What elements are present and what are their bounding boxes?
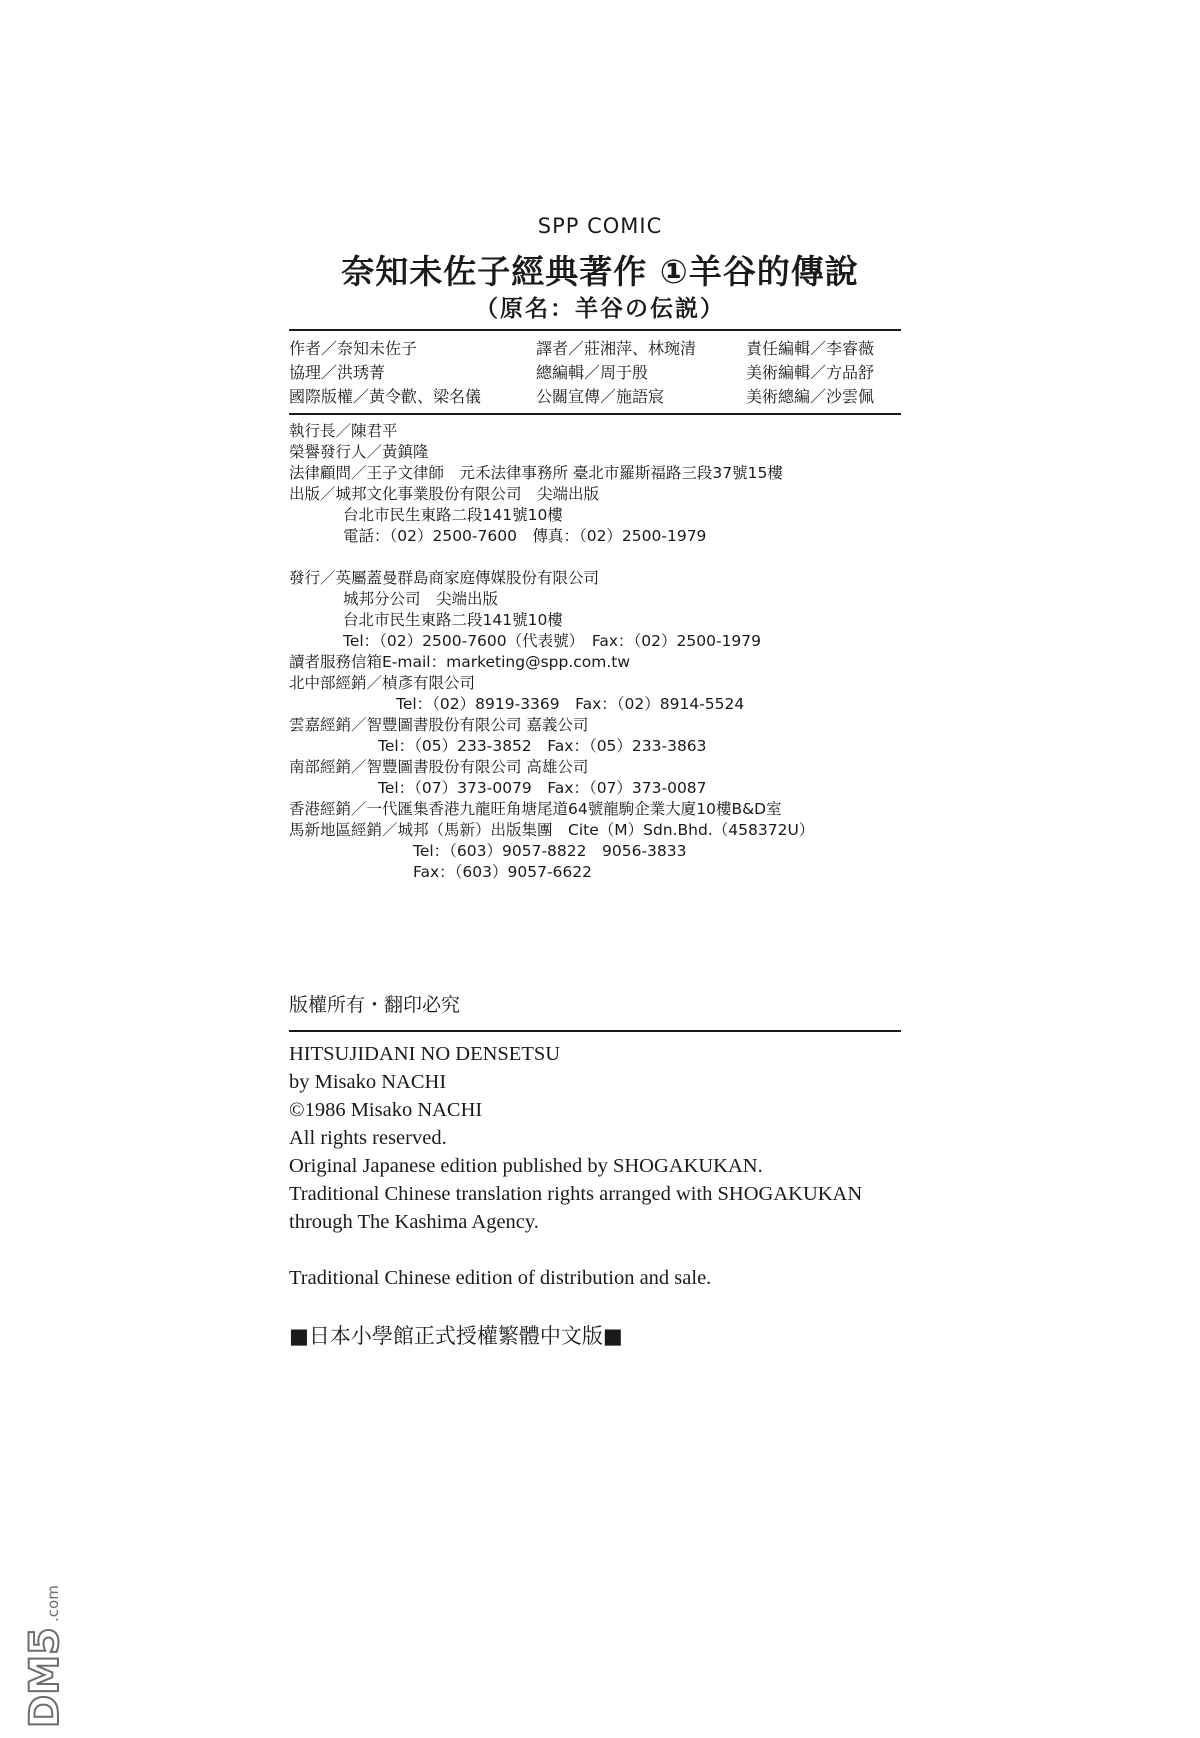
credit-author: 作者／奈知未佐子 — [289, 339, 418, 358]
distribution-line: Tel：（603）9057-8822 9056-3833 — [413, 842, 687, 860]
distribution-line: 城邦分公司 尖端出版 — [343, 590, 499, 608]
license-banner: ■日本小學館正式授權繁體中文版■ — [289, 1324, 623, 1348]
book-title: 奈知未佐子經典著作 ①羊谷的傳說 — [341, 252, 859, 291]
publisher-line: 執行長／陳君平 — [289, 422, 398, 440]
english-line: through The Kashima Agency. — [289, 1211, 539, 1233]
publisher-line: 電話：（02）2500-7600 傳真：（02）2500-1979 — [343, 527, 707, 545]
credit-editor: 責任編輯／李睿薇 — [746, 339, 875, 358]
english-line: Traditional Chinese edition of distribution and sale. — [289, 1267, 712, 1289]
distribution-line: Tel：（07）373-0079 Fax：（07）373-0087 — [378, 779, 707, 797]
distribution-line: 南部經銷／智豐圖書股份有限公司 高雄公司 — [289, 758, 589, 776]
publisher-line: 出版／城邦文化事業股份有限公司 尖端出版 — [289, 485, 600, 503]
publisher-line: 榮譽發行人／黃鎮隆 — [289, 443, 429, 461]
distribution-line: 馬新地區經銷／城邦（馬新）出版集團 Cite（M）Sdn.Bhd.（458372U） — [289, 821, 815, 839]
distribution-line: Tel：（02）2500-7600（代表號） Fax：（02）2500-1979 — [343, 632, 762, 650]
original-title: （原名：羊谷の伝説） — [475, 296, 725, 322]
english-line: All rights reserved. — [289, 1127, 447, 1149]
divider-top — [289, 329, 901, 331]
watermark-subtext: .com — [44, 1585, 62, 1622]
english-line: by Misako NACHI — [289, 1071, 447, 1093]
divider-english — [289, 1030, 901, 1032]
english-line: Traditional Chinese translation rights arranged with SHOGAKUKAN — [289, 1183, 863, 1205]
divider-credits — [289, 413, 901, 415]
english-line: Original Japanese edition published by SHOGAKUKAN. — [289, 1155, 763, 1177]
distribution-line: 雲嘉經銷／智豐圖書股份有限公司 嘉義公司 — [289, 716, 589, 734]
distribution-line: 北中部經銷／楨彥有限公司 — [289, 674, 476, 692]
english-line: HITSUJIDANI NO DENSETSU — [289, 1043, 561, 1065]
publisher-line: 法律顧問／王子文律師 元禾法律事務所 臺北市羅斯福路三段37號15樓 — [289, 464, 783, 482]
publisher-line: 台北市民生東路二段141號10樓 — [343, 506, 563, 524]
credit-art-editor: 美術編輯／方品舒 — [746, 363, 875, 382]
english-line: ©1986 Misako NACHI — [289, 1099, 483, 1121]
distribution-line: 台北市民生東路二段141號10樓 — [343, 611, 563, 629]
distribution-line: 發行／英屬蓋曼群島商家庭傳媒股份有限公司 — [289, 569, 600, 587]
credit-international-rights: 國際版權／黃令歡、梁名儀 — [289, 387, 482, 406]
watermark-text: DM5 — [22, 1627, 68, 1728]
credit-chief-editor: 總編輯／周于殷 — [536, 363, 649, 382]
credit-art-director: 美術總編／沙雲佩 — [746, 387, 875, 406]
distribution-line: Tel：（02）8919-3369 Fax：（02）8914-5524 — [396, 695, 745, 713]
rights-notice: 版權所有・翻印必究 — [289, 994, 461, 1016]
credit-pr: 公關宣傳／施語宸 — [536, 387, 665, 406]
series-label: SPP COMIC — [537, 214, 663, 238]
credit-assistant-manager: 協理／洪琇菁 — [289, 363, 386, 382]
distribution-line: Tel：（05）233-3852 Fax：（05）233-3863 — [378, 737, 707, 755]
credit-translator: 譯者／莊湘萍、林琬清 — [536, 339, 697, 358]
distribution-line: Fax：（603）9057-6622 — [413, 863, 592, 881]
distribution-line: 讀者服務信箱E-mail：marketing@spp.com.tw — [289, 653, 631, 671]
distribution-line: 香港經銷／一代匯集香港九龍旺角塘尾道64號龍駒企業大廈10樓B&D室 — [289, 800, 782, 818]
dm5-watermark-logo — [14, 1560, 76, 1735]
